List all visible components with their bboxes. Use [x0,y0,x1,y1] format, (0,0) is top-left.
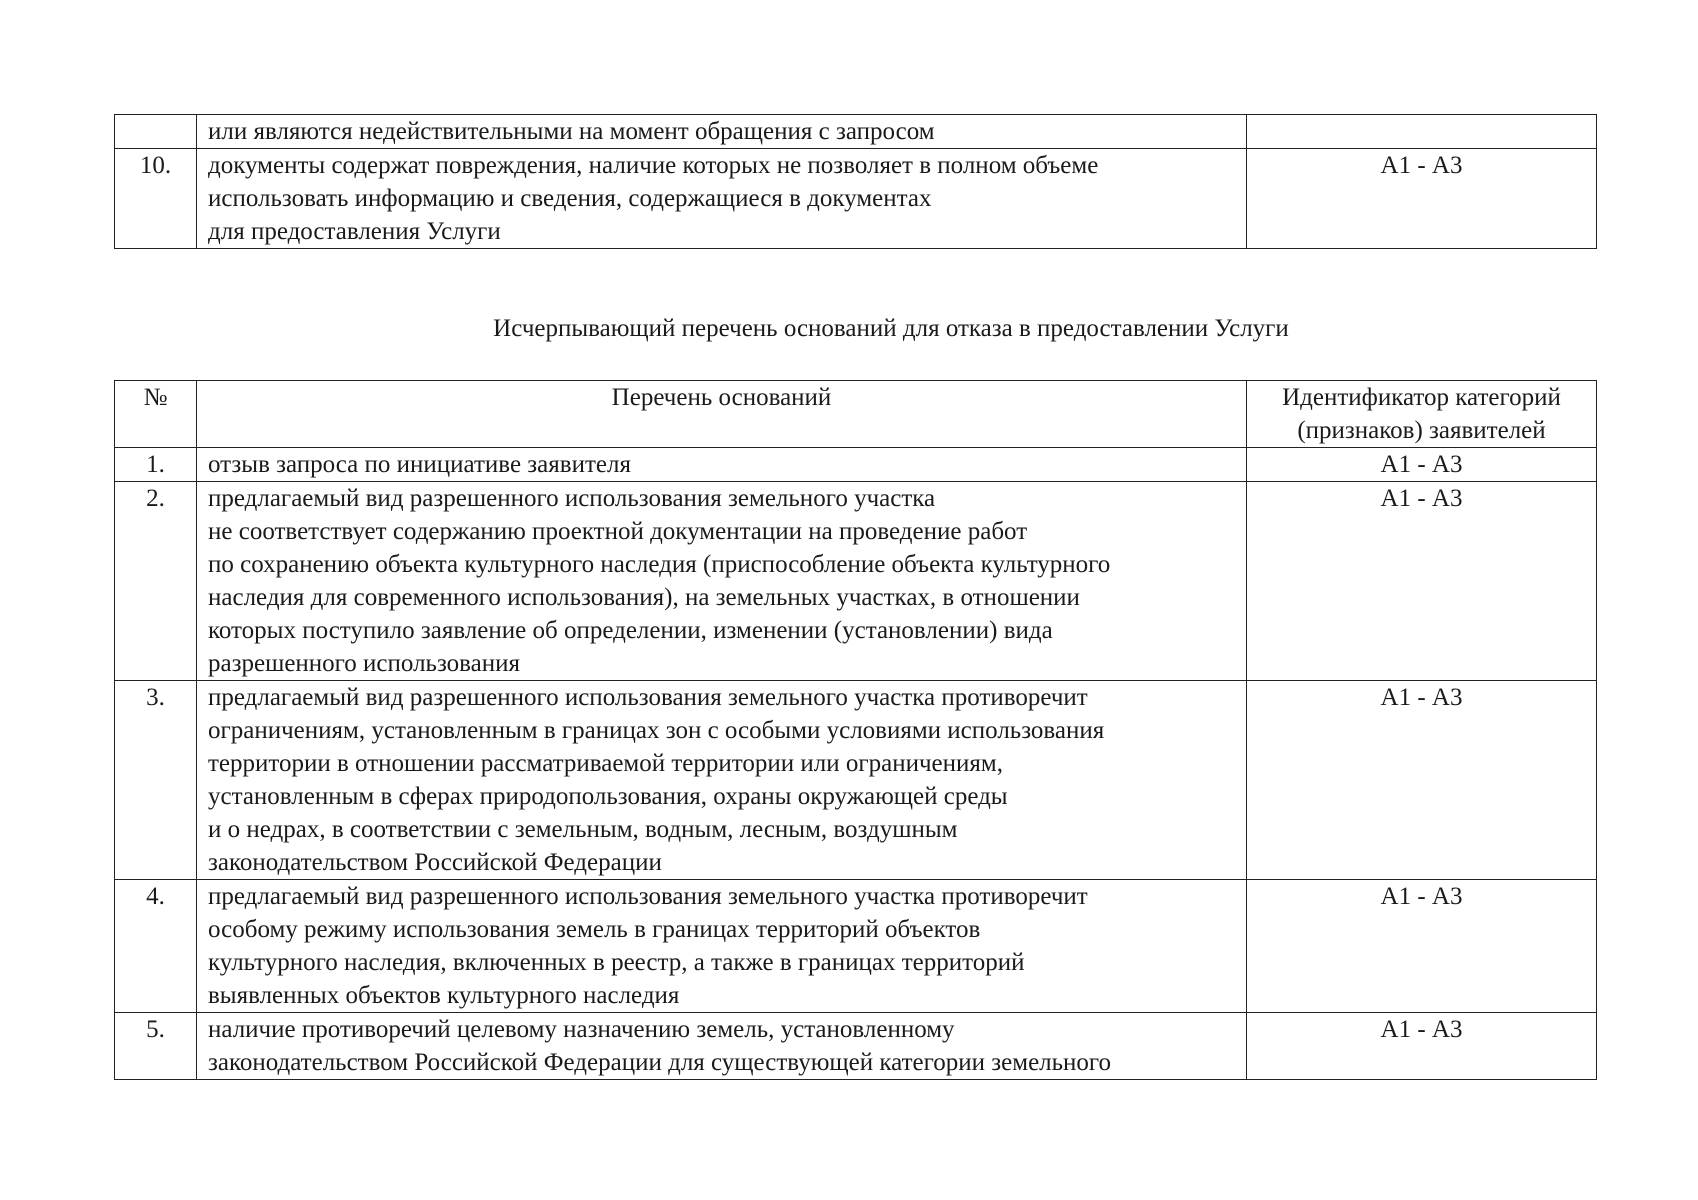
text-line: которых поступило заявление об определении, изменении (установлении) вида [208,617,1053,644]
header-category-code [1247,381,1597,448]
text-line: наследия для современного использования), на земельных участках, в отношении [208,584,1080,611]
section-title: Исчерпывающий перечень оснований для отказа в предоставлении Услуги [493,315,1289,342]
text-line: выявленных объектов культурного наследия [208,982,680,1009]
text-line: или являются недействительными на момент обращения с запросом [208,118,935,145]
table-row [115,448,1597,482]
row-number: 1. [115,448,197,482]
table-row [115,149,1597,249]
text-line: отзыв запроса по инициативе заявителя [208,451,631,478]
text-line: документы содержат повреждения, наличие которых не позволяет в полном объеме [208,152,1099,179]
table-header-row [115,381,1597,448]
header-grounds: Перечень оснований [197,381,1247,448]
row-category-code: А1 - А3 [1247,681,1597,880]
table-row [115,681,1597,880]
text-line: для предоставления Услуги [208,218,501,245]
header-line: (признаков) заявителей [1297,417,1546,444]
header-number: № [115,381,197,448]
row-text [197,448,1247,482]
row-category-code: А1 - А3 [1247,149,1597,249]
row-text [197,115,1247,149]
text-line: установленным в сферах природопользования, охраны окружающей среды [208,783,1008,810]
text-line: предлагаемый вид разрешенного использования земельного участка [208,485,936,512]
text-line: разрешенного использования [208,650,521,677]
row-category-code [1247,115,1597,149]
row-number: 2. [115,482,197,681]
row-number: 4. [115,880,197,1013]
row-text [197,1013,1247,1080]
text-line: наличие противоречий целевому назначению земель, установленному [208,1016,955,1043]
row-text [197,149,1247,249]
text-line: использовать информацию и сведения, содержащиеся в документах [208,185,932,212]
text-line: не соответствует содержанию проектной документации на проведение работ [208,518,1028,545]
text-line: территории в отношении рассматриваемой территории или ограничениям, [208,750,1003,777]
row-number: 10. [115,149,197,249]
row-category-code: А1 - А3 [1247,482,1597,681]
text-line: предлагаемый вид разрешенного использования земельного участка противоречит [208,684,1088,711]
text-line: законодательством Российской Федерации для существующей категории земельного [208,1049,1112,1076]
row-number [115,115,197,149]
refusal-grounds-table [114,380,1597,1080]
row-text [197,880,1247,1013]
header-line: Идентификатор категорий [1282,384,1561,411]
text-line: культурного наследия, включенных в реестр, а также в границах территорий [208,949,1025,976]
text-line: особому режиму использования земель в границах территорий объектов [208,916,981,943]
table-row [115,1013,1597,1080]
row-category-code: А1 - А3 [1247,1013,1597,1080]
continued-table [114,114,1597,249]
row-number: 3. [115,681,197,880]
row-number: 5. [115,1013,197,1080]
text-line: законодательством Российской Федерации [208,849,662,876]
row-category-code: А1 - А3 [1247,880,1597,1013]
row-text [197,681,1247,880]
table-row [115,880,1597,1013]
row-text [197,482,1247,681]
table-row [115,115,1597,149]
text-line: и о недрах, в соответствии с земельным, водным, лесным, воздушным [208,816,958,843]
text-line: предлагаемый вид разрешенного использования земельного участка противоречит [208,883,1088,910]
text-line: по сохранению объекта культурного наследия (приспособление объекта культурного [208,551,1111,578]
row-category-code: А1 - А3 [1247,448,1597,482]
table-row [115,482,1597,681]
text-line: ограничениям, установленным в границах зон с особыми условиями использования [208,717,1105,744]
